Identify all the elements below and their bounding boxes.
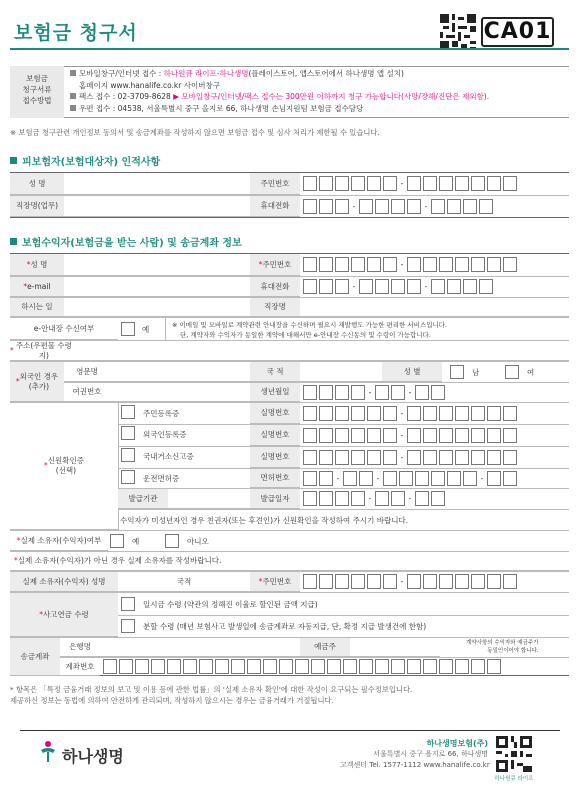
insured-rrn-boxes[interactable]: - — [303, 176, 517, 191]
beneficiary-email-field[interactable] — [64, 277, 250, 297]
owner-yes-label: 예 — [132, 537, 140, 546]
gender-male-label: 남 — [472, 368, 480, 377]
id-verify-label: * 신원확인증 (선택) — [10, 403, 118, 530]
nationality-field[interactable] — [300, 362, 382, 382]
passport-label: 여권번호 — [64, 383, 110, 402]
lump-sum-label: 일시금 수령 (약관의 정해진 이율로 할인된 금액 지급) — [143, 600, 318, 609]
company-contact: 고객센터 Tel. 1577-1112 www.hanalife.co.kr — [340, 761, 490, 769]
id-resident-checkbox[interactable] — [121, 405, 135, 419]
eguide-yes-label: 예 — [142, 325, 150, 334]
installment-label: 분할 수령 (매년 보험사고 발생일에 송금계좌로 자동지급, 단, 확정 지급 발생건에 한함) — [143, 622, 427, 631]
method-line: 팩스 접수 : 02-3709-8628 ▶ 모바일창구/인터넷/팩스 접수는 300만원 이하까지 청구 가능합니다(사망/장해/진단은 제외함). — [70, 91, 566, 103]
hana-logo-icon — [38, 740, 58, 764]
company-name: 하나생명보험(주) — [426, 739, 488, 748]
id-domestic-checkbox[interactable] — [121, 448, 135, 462]
form-title: 보험금 청구서 — [14, 22, 138, 44]
bank-label: 은행명 — [60, 638, 100, 657]
accident-pension-label: * 사고연금 수령 — [10, 593, 118, 637]
holder-field[interactable] — [350, 638, 440, 657]
beneficiary-jobplace-label: 직장명 — [250, 298, 300, 317]
owner-rrn-boxes[interactable]: - — [303, 574, 517, 589]
beneficiary-jobplace-field[interactable] — [300, 298, 569, 317]
notice-top: ※ 보험금 청구관련 개인정보 동의서 및 송금계좌를 작성하지 않으면 보험금 접수 및 심사 처리가 제한될 수 있습니다. — [10, 128, 380, 137]
minor-note: 수익자가 미성년자인 경우 친권자(또는 후견인)가 신원확인을 작성하여 주시기 바랍니다. — [120, 516, 409, 525]
insured-name-label: 성 명 — [10, 173, 64, 195]
id-license-checkbox[interactable] — [121, 470, 135, 484]
eguide-note-2: 단, 계약자와 수익자가 동일한 계약에 대해서만 e-안내장 수신동의 및 수령이 가능합니다. — [180, 331, 431, 339]
owner-no-checkbox[interactable] — [165, 534, 179, 548]
beneficiary-name-field[interactable] — [64, 254, 250, 276]
foreign-label: * 외국인 경우 (추가) — [10, 362, 64, 402]
license-number-label: 면허번호 — [250, 469, 300, 488]
bank-field[interactable] — [100, 638, 300, 657]
owner-rrn-label: * 주민번호 — [250, 572, 300, 592]
company-info — [340, 738, 488, 771]
eguide-label: e-안내장 수신여부 — [10, 318, 118, 340]
beneficiary-work-field[interactable] — [64, 298, 250, 317]
owner-name-field[interactable] — [118, 572, 168, 592]
issuer-field[interactable] — [168, 489, 250, 509]
id-foreigner-checkbox[interactable] — [121, 426, 135, 440]
owner-yes-checkbox[interactable] — [110, 534, 124, 548]
form-code: CA01 — [481, 17, 554, 47]
section2-heading: 보험수익자(보험금을 받는 사람) 및 송금계좌 정보 — [10, 234, 242, 249]
submission-method-list — [70, 68, 566, 114]
beneficiary-rrn-label: * 주민번호 — [250, 254, 300, 276]
method-line: 홈페이지 www.hanalife.co.kr 사이버창구 — [79, 80, 220, 90]
passport-field[interactable] — [110, 383, 250, 402]
eguide-yes-checkbox[interactable] — [121, 322, 135, 336]
owner-note: * 실제 소유자(수익자)가 아닌 경우 실제 소유자를 작성바랍니다. — [10, 552, 569, 571]
id-type-label: 국내거소신고증 — [143, 452, 194, 461]
owner-same-label: * 실제 소유자(수익자)여부 — [10, 531, 108, 551]
beneficiary-mobile-label: 휴대전화 — [250, 277, 300, 297]
eguide-note-1: ※ 이메일 및 모바일로 계약관련 안내장을 수신하며 필요시 재발행도 가능한 편리한 서비스입니다. — [172, 321, 448, 329]
birth-boxes[interactable]: - - — [303, 385, 445, 400]
installment-checkbox[interactable] — [121, 619, 135, 633]
beneficiary-work-label: 하시는 일 — [10, 298, 64, 317]
birth-label: 생년월일 — [250, 383, 300, 402]
insured-mobile-label: 휴대전화 — [250, 196, 300, 217]
insured-job-label: 직장명(업무) — [10, 196, 64, 217]
logo-text: 하나생명 — [62, 747, 124, 766]
method-line: 우편 접수 : 04538, 서울특별시 중구 을지로 66, 하나생명 손님지원팀 보험금 접수담당 — [70, 103, 566, 115]
holder-label: 예금주 — [300, 638, 350, 657]
gender-female-checkbox[interactable] — [505, 365, 519, 379]
owner-nat-field[interactable] — [200, 572, 250, 592]
section1-heading: 피보험자(보험대상자) 인적사항 — [10, 153, 160, 168]
license-number-boxes[interactable]: - - - — [303, 471, 517, 486]
company-address: 서울특별시 중구 을지로 66, 하나생명 — [373, 750, 488, 758]
account-number-boxes[interactable] — [103, 659, 501, 674]
beneficiary-mobile-boxes[interactable]: - - — [303, 279, 493, 294]
address-field[interactable] — [74, 341, 569, 361]
qr-caption: 하나원큐 라이프 — [494, 776, 534, 782]
eng-name-field[interactable] — [110, 362, 250, 382]
id-number-boxes[interactable]: - — [303, 428, 517, 443]
insured-mobile-boxes[interactable]: - - — [303, 199, 493, 214]
method-line: 모바일창구/인터넷 접수 : 하나원큐 라이프-하나생명(플레이스토어, 앱스토어에서 하나생명 앱 설치) — [70, 68, 566, 80]
issuer-label: 발급기관 — [118, 489, 168, 509]
barcode-icon — [440, 14, 476, 50]
owner-name-label: 실제 소유자(수익자) 성명 — [10, 572, 118, 592]
beneficiary-email-label: * e-mail — [10, 277, 64, 297]
holder-note: 계약사항의 수익자와 예금주가 동일인이어야 합니다. — [466, 640, 539, 654]
eng-name-label: 영문명 — [64, 362, 110, 382]
id-type-label: 주민등록증 — [143, 409, 180, 418]
insured-rrn-label: 주민번호 — [250, 173, 300, 195]
gender-label: 성 별 — [382, 362, 442, 382]
id-number-label: 실명번호 — [250, 447, 300, 468]
id-number-label: 실명번호 — [250, 425, 300, 446]
account-number-label: 계좌번호 — [60, 658, 100, 676]
nationality-label: 국 적 — [250, 362, 300, 382]
beneficiary-rrn-boxes[interactable]: - — [303, 257, 517, 272]
lump-sum-checkbox[interactable] — [121, 597, 135, 611]
gender-female-label: 여 — [527, 368, 535, 377]
gender-male-checkbox[interactable] — [450, 365, 464, 379]
account-label: 송금계좌 — [10, 638, 60, 676]
owner-nat-label: 국적 — [168, 572, 200, 592]
id-type-label: 외국인등록증 — [143, 430, 187, 439]
id-number-boxes[interactable]: - — [303, 406, 517, 421]
id-number-boxes[interactable]: - — [303, 450, 517, 465]
insured-name-field[interactable] — [64, 173, 250, 195]
title-divider — [10, 48, 569, 50]
id-number-label: 실명번호 — [250, 403, 300, 424]
owner-no-label: 아니오 — [187, 537, 209, 546]
insured-job-field[interactable] — [64, 196, 250, 217]
address-label: * 주소(우편물 수령지) — [10, 341, 74, 361]
submission-method-label: 보험금 청구서류 접수방법 — [10, 66, 64, 118]
issue-date-boxes[interactable]: - - — [303, 491, 445, 506]
beneficiary-name-label: * 성 명 — [10, 254, 64, 276]
footer-notice: * 항목은 「특정 금융거래 정보의 보고 및 이용 등에 관한 법률」의 '실제 소유자 확인'에 대한 작성이 요구되는 필수정보입니다. 제공하신 정보는 동법에 의하여 안전하게 관리되며, 작성하지 않으시는 경우는 금융거래가 거절됩니다. — [10, 685, 413, 705]
issue-date-label: 발급일자 — [250, 489, 300, 509]
id-type-label: 운전면허증 — [143, 474, 180, 483]
qr-code-icon — [496, 736, 532, 772]
